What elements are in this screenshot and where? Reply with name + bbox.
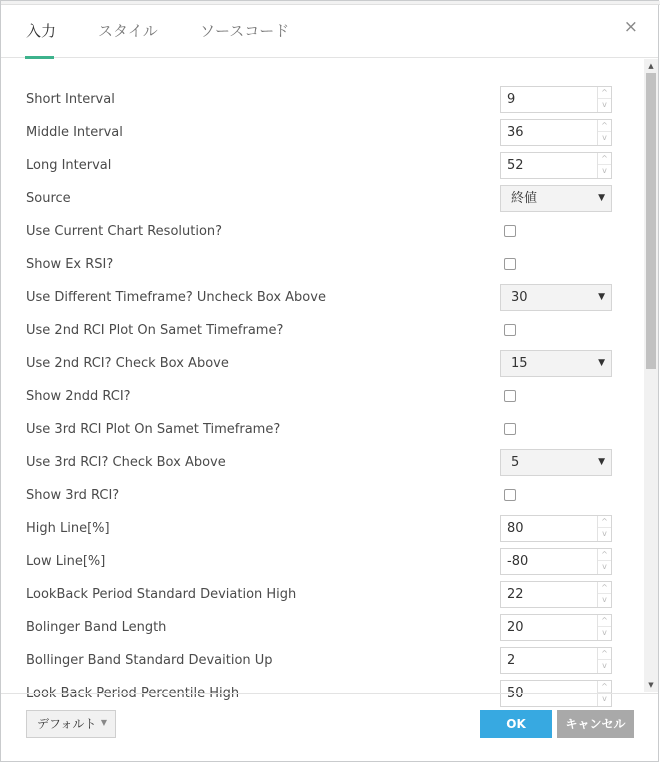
increment-arrow-icon[interactable]: ^: [598, 681, 611, 693]
number-input-value: 36: [507, 125, 524, 140]
number-input[interactable]: [500, 581, 612, 608]
input-label: Long Interval: [26, 158, 112, 173]
input-row: [1, 545, 643, 578]
decrement-arrow-icon[interactable]: v: [602, 595, 607, 604]
checkbox[interactable]: [504, 489, 516, 501]
number-input[interactable]: [500, 548, 612, 575]
decrement-arrow-icon[interactable]: v: [602, 100, 607, 109]
input-label: High Line[%]: [26, 521, 110, 536]
number-input-value: 9: [507, 92, 516, 107]
spinner: [597, 582, 611, 607]
increment-arrow-icon[interactable]: ^: [598, 615, 611, 627]
checkbox[interactable]: [504, 390, 516, 402]
input-label: Bollinger Band Standard Devaition Up: [26, 653, 273, 668]
chevron-down-icon: ▼: [100, 718, 107, 727]
select-value: 終値: [511, 191, 538, 206]
input-row: [1, 149, 643, 182]
tab-bar: [1, 5, 658, 58]
number-input[interactable]: [500, 614, 612, 641]
chevron-down-icon: ▼: [598, 292, 605, 302]
number-input[interactable]: [500, 152, 612, 179]
ok-button[interactable]: OK: [480, 710, 552, 738]
spinner: [597, 87, 611, 112]
select-dropdown[interactable]: [500, 185, 612, 212]
scroll-up-arrow-icon[interactable]: ▲: [648, 62, 654, 70]
input-label: Use 3rd RCI? Check Box Above: [26, 455, 226, 470]
select-value: 15: [511, 356, 528, 371]
number-input[interactable]: [500, 119, 612, 146]
input-label: Use 2nd RCI Plot On Samet Timeframe?: [26, 323, 284, 338]
inputs-panel: [1, 59, 643, 703]
dialog-footer: [1, 693, 658, 761]
input-label: Short Interval: [26, 92, 115, 107]
input-row: [1, 644, 643, 677]
input-label: Show 2ndd RCI?: [26, 389, 131, 404]
checkbox[interactable]: [504, 324, 516, 336]
input-row: [1, 116, 643, 149]
input-label: Look Back Period Percentile High: [26, 686, 240, 701]
input-label: Low Line[%]: [26, 554, 106, 569]
decrement-arrow-icon[interactable]: v: [602, 133, 607, 142]
chevron-down-icon: ▼: [598, 193, 605, 203]
input-row: [1, 314, 643, 347]
scroll-down-arrow-icon[interactable]: ▼: [648, 681, 654, 689]
input-row: [1, 578, 643, 611]
input-label: Middle Interval: [26, 125, 123, 140]
decrement-arrow-icon[interactable]: v: [602, 694, 607, 703]
increment-arrow-icon[interactable]: ^: [598, 549, 611, 561]
spinner: [597, 153, 611, 178]
scrollbar[interactable]: [644, 59, 658, 692]
chevron-down-icon: ▼: [598, 358, 605, 368]
number-input-value: 80: [507, 521, 524, 536]
number-input-value: -80: [507, 554, 529, 569]
decrement-arrow-icon[interactable]: v: [602, 529, 607, 538]
input-label: Show 3rd RCI?: [26, 488, 120, 503]
input-row: [1, 446, 643, 479]
input-label: LookBack Period Standard Deviation High: [26, 587, 297, 602]
input-row: [1, 281, 643, 314]
close-icon[interactable]: ×: [623, 17, 638, 37]
increment-arrow-icon[interactable]: ^: [598, 87, 611, 99]
number-input-value: 20: [507, 620, 524, 635]
number-input[interactable]: [500, 647, 612, 674]
input-row: [1, 380, 643, 413]
number-input[interactable]: [500, 86, 612, 113]
input-row: [1, 83, 643, 116]
chevron-down-icon: ▼: [598, 457, 605, 467]
input-label: Use Different Timeframe? Uncheck Box Above: [26, 290, 326, 305]
decrement-arrow-icon[interactable]: v: [602, 661, 607, 670]
spinner: [597, 615, 611, 640]
number-input-value: 2: [507, 653, 516, 668]
defaults-dropdown-button[interactable]: [26, 710, 116, 738]
number-input-value: 50: [507, 686, 524, 701]
decrement-arrow-icon[interactable]: v: [602, 562, 607, 571]
input-label: Show Ex RSI?: [26, 257, 114, 272]
scrollbar-thumb[interactable]: [646, 73, 656, 369]
input-label: Source: [26, 191, 71, 206]
tab-source-code[interactable]: ソースコード: [200, 22, 290, 40]
checkbox[interactable]: [504, 258, 516, 270]
checkbox[interactable]: [504, 225, 516, 237]
select-dropdown[interactable]: [500, 284, 612, 311]
increment-arrow-icon[interactable]: ^: [598, 582, 611, 594]
select-value: 30: [511, 290, 528, 305]
input-label: Use 3rd RCI Plot On Samet Timeframe?: [26, 422, 281, 437]
spinner: [597, 549, 611, 574]
input-row: [1, 479, 643, 512]
cancel-button[interactable]: キャンセル: [557, 710, 634, 738]
number-input-value: 22: [507, 587, 524, 602]
decrement-arrow-icon[interactable]: v: [602, 166, 607, 175]
input-label: Use Current Chart Resolution?: [26, 224, 223, 239]
select-value: 5: [511, 455, 520, 470]
input-row: [1, 347, 643, 380]
spinner: [597, 648, 611, 673]
input-label: Use 2nd RCI? Check Box Above: [26, 356, 229, 371]
select-dropdown[interactable]: [500, 350, 612, 377]
input-label: Bolinger Band Length: [26, 620, 167, 635]
input-row: [1, 611, 643, 644]
input-row: [1, 413, 643, 446]
input-row: [1, 512, 643, 545]
checkbox[interactable]: [504, 423, 516, 435]
increment-arrow-icon[interactable]: ^: [598, 516, 611, 528]
select-dropdown[interactable]: [500, 449, 612, 476]
input-row: [1, 215, 643, 248]
number-input[interactable]: [500, 515, 612, 542]
tab-style[interactable]: スタイル: [98, 22, 158, 40]
increment-arrow-icon[interactable]: ^: [598, 153, 611, 165]
defaults-label: デフォルト: [37, 717, 97, 731]
tab-inputs[interactable]: 入力: [26, 22, 57, 40]
input-row: [1, 248, 643, 281]
decrement-arrow-icon[interactable]: v: [602, 628, 607, 637]
spinner: [597, 120, 611, 145]
increment-arrow-icon[interactable]: ^: [598, 648, 611, 660]
input-row: [1, 182, 643, 215]
spinner: [597, 516, 611, 541]
increment-arrow-icon[interactable]: ^: [598, 120, 611, 132]
number-input-value: 52: [507, 158, 524, 173]
